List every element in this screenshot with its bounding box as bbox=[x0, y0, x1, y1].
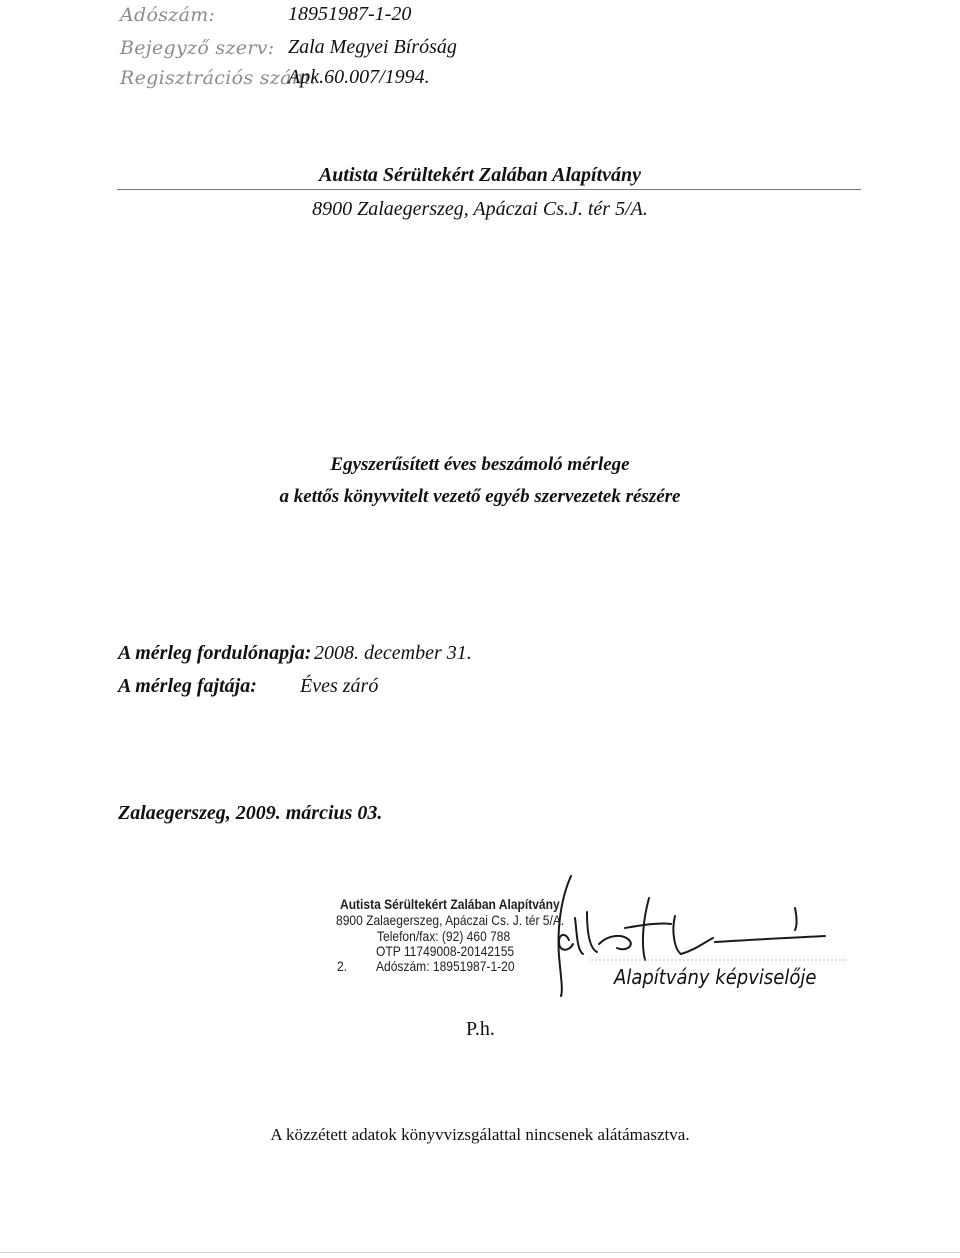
stamp-tax: Adószám: 18951987-1-20 bbox=[376, 958, 515, 974]
stamp-address: 8900 Zalaegerszeg, Apáczai Cs. J. tér 5/A. bbox=[336, 912, 565, 928]
header-divider bbox=[117, 189, 861, 190]
organization-name: Autista Sérültekért Zalában Alapítvány bbox=[318, 164, 642, 186]
page-bottom-edge bbox=[0, 1252, 960, 1253]
stamp-phone: Telefon/fax: (92) 460 788 bbox=[377, 928, 511, 944]
report-title-line2: a kettős könyvvitelt vezető egyéb szervezetek részére bbox=[279, 486, 681, 507]
representative-label: Alapítvány képviselője bbox=[614, 965, 817, 989]
report-title-line1: Egyszerűsített éves beszámoló mérlege bbox=[330, 454, 630, 475]
place-and-date: Zalaegerszeg, 2009. március 03. bbox=[118, 802, 383, 824]
reg-no-label: Regisztrációs szám: bbox=[120, 67, 317, 89]
stamp-number: 2. bbox=[337, 958, 348, 974]
tax-id-label: Adószám: bbox=[120, 4, 216, 26]
audit-note: A közzétett adatok könyvvizsgálattal nincsenek alátámasztva. bbox=[270, 1125, 690, 1144]
stamp-name: Autista Sérültekért Zalában Alapítvány bbox=[340, 896, 560, 912]
balance-date-label: A mérleg fordulónapja: bbox=[118, 642, 312, 664]
tax-id-value: 18951987-1-20 bbox=[288, 3, 412, 25]
organization-address: 8900 Zalaegerszeg, Apáczai Cs.J. tér 5/A. bbox=[312, 198, 648, 220]
stamp-bank: OTP 11749008-20142155 bbox=[376, 943, 515, 959]
registrar-value: Zala Megyei Bíróság bbox=[288, 36, 457, 58]
balance-type-label: A mérleg fajtája: bbox=[118, 675, 257, 697]
registrar-label: Bejegyző szerv: bbox=[120, 37, 275, 59]
balance-date-value: 2008. december 31. bbox=[314, 642, 472, 664]
seal-abbreviation: P.h. bbox=[466, 1018, 495, 1040]
reg-no-value: Apk.60.007/1994. bbox=[288, 66, 430, 88]
balance-type-value: Éves záró bbox=[300, 675, 379, 697]
